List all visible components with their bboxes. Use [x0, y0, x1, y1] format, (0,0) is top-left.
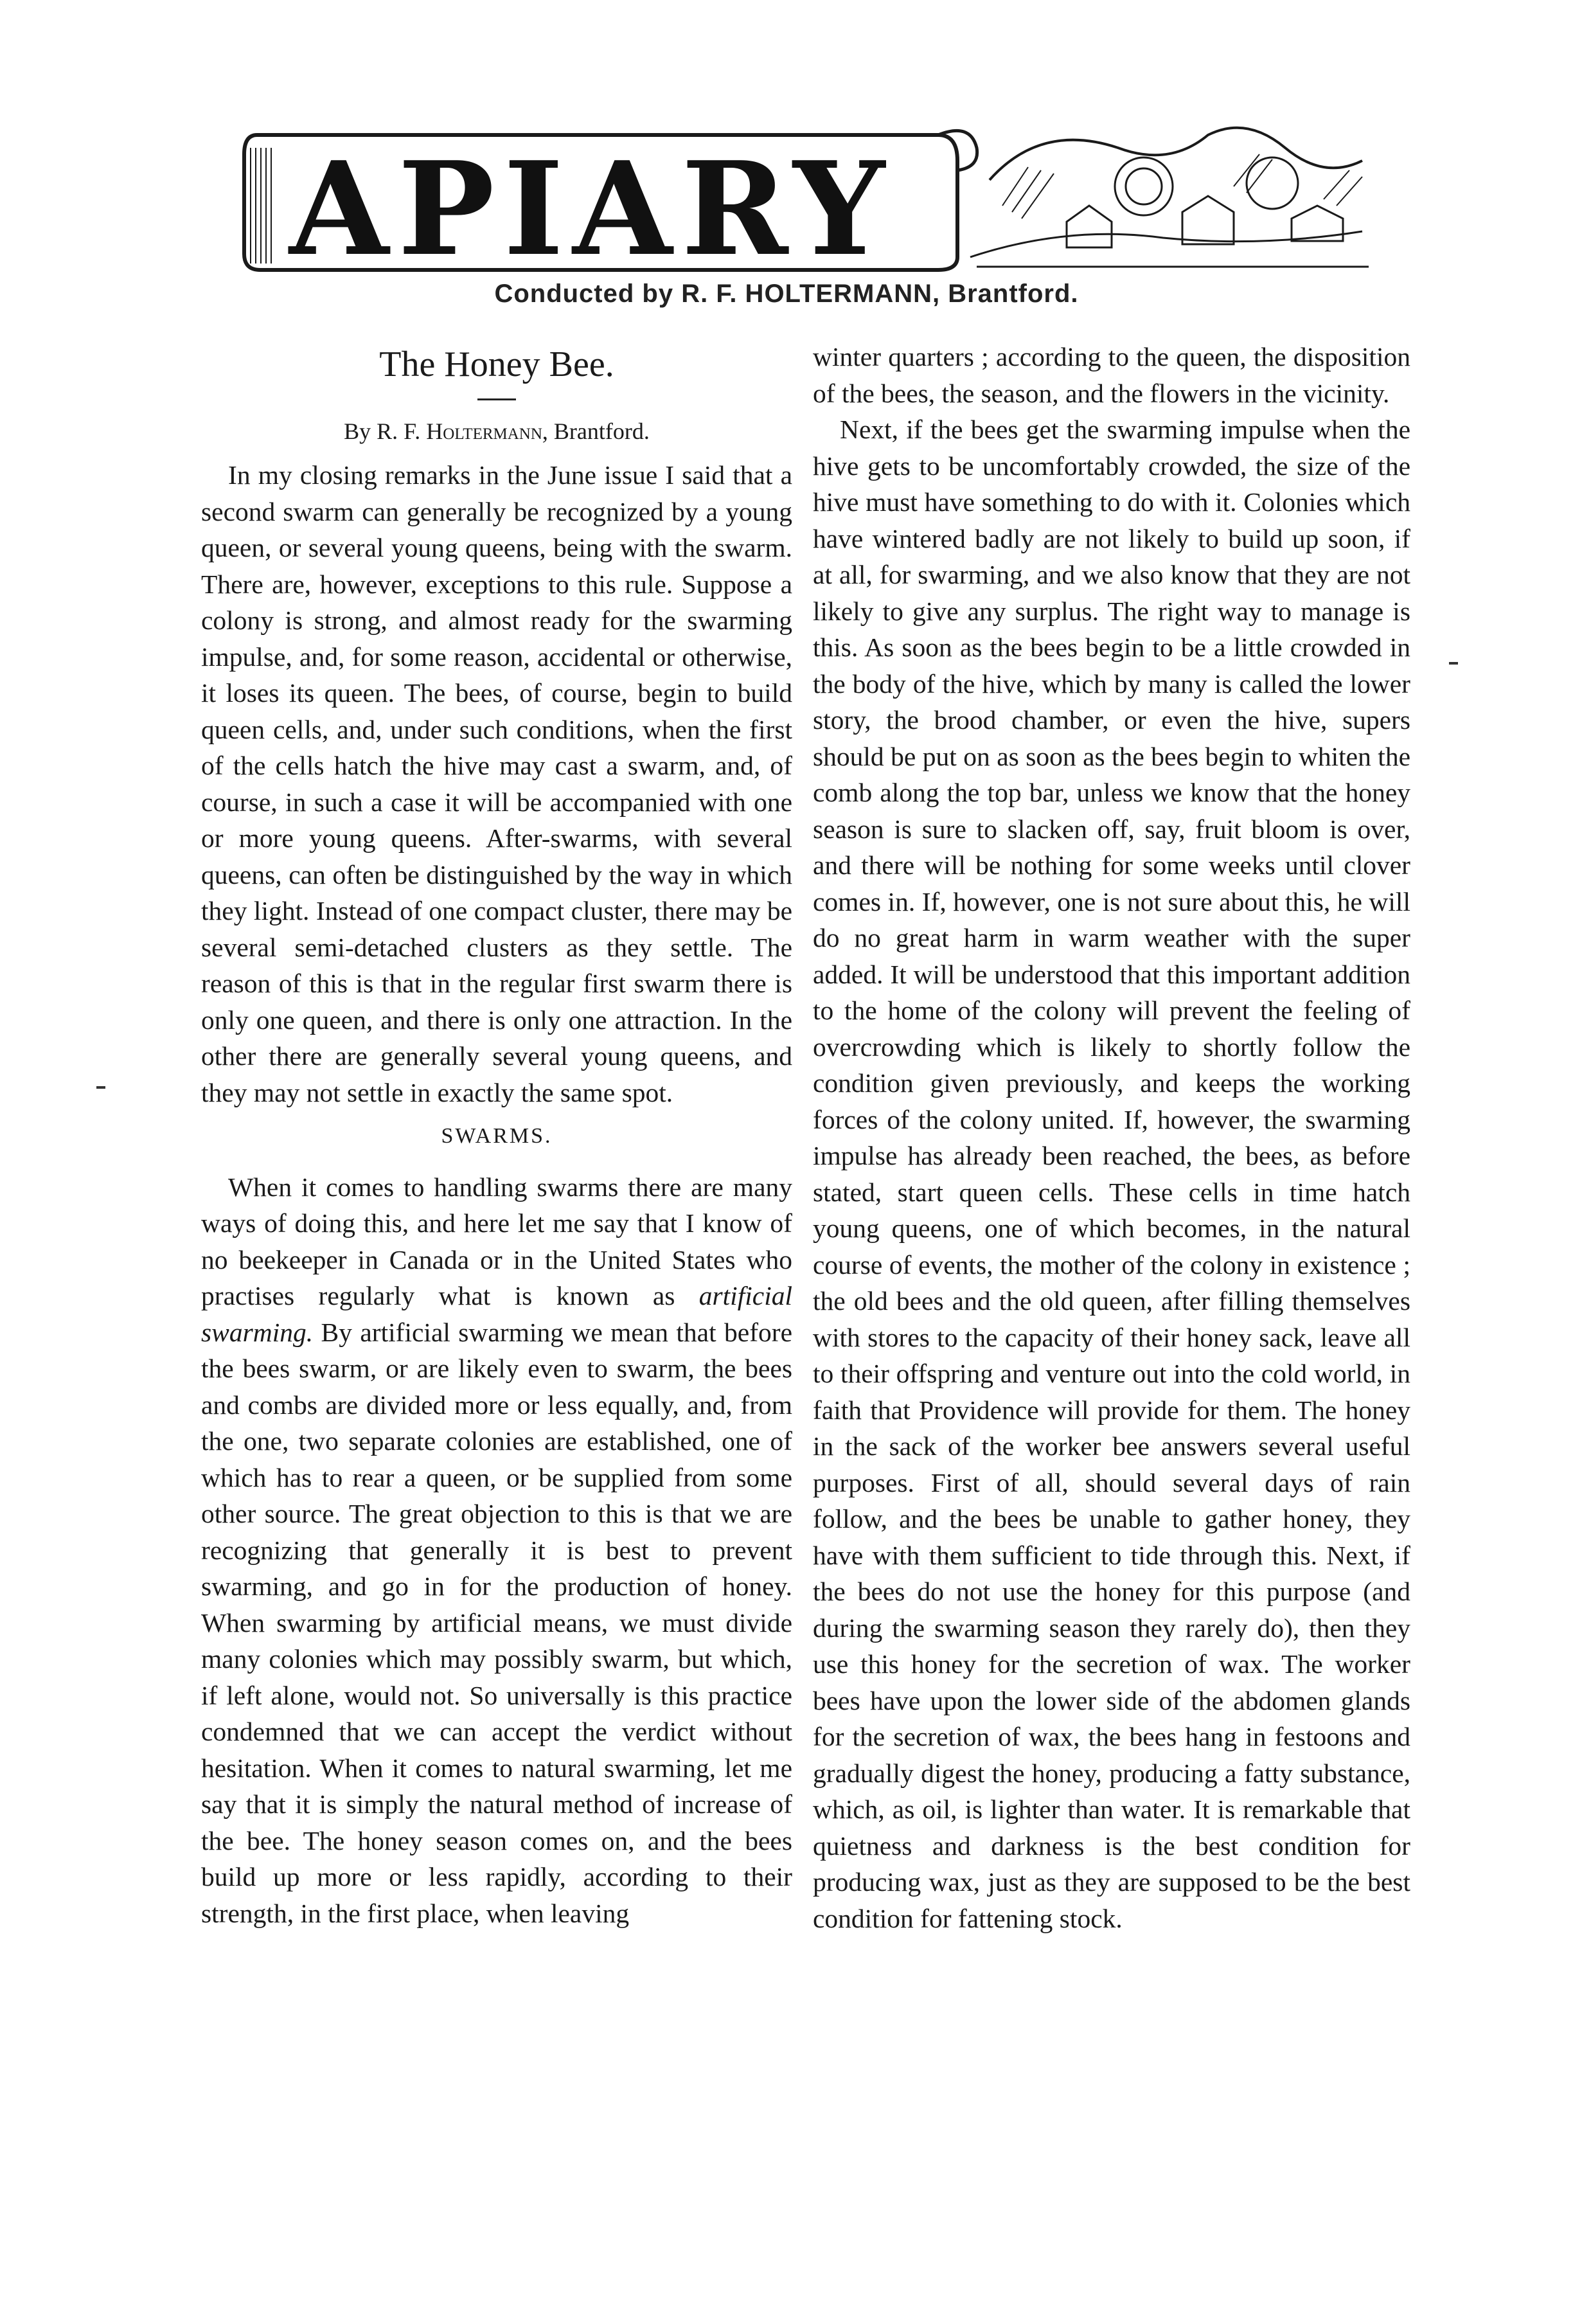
byline-prefix: By — [344, 418, 371, 444]
left-paragraph-2 — [201, 1169, 792, 1932]
right-column — [813, 339, 1410, 1936]
left-column — [201, 334, 792, 1931]
left-paragraph-2-start: When it comes to handling swarms there are many ways of doing this, and here let me say that I know of no beekeeper in Canada or in the United States who practises regularly what is known as — [201, 1172, 792, 1310]
byline — [201, 416, 792, 447]
margin-mark — [1449, 662, 1458, 665]
article-title: The Honey Bee. — [379, 344, 614, 384]
left-paragraph-1: In my closing remarks in the June issue I said that a second swarm can generally be recognized by a young queen, or several young queens, being with the swarm. There are, however, exceptions to this rule. Suppose a colony is strong, and almost ready for the swarming impulse, and, for some reason, accidental or otherwise, it loses its queen. The bees, of course, begin to build queen cells, and, under such conditions, when the first of the cells hatch the hive may cast a swarm, and, of course, in such a case it will be accompanied with one or more young queens. After-swarms, with several queens, can often be distinguished by the way in which they light. Instead of one compact cluster, there may be several semi-detached clusters as they settle. The reason of this is that in the regular first swarm there is only one queen, and there is only one attraction. In the other there are generally several young queens, and they may not settle in exactly the same spot. — [201, 460, 792, 1107]
conducted-by-line: Conducted by R. F. HOLTERMANN, Brantford. — [494, 280, 1079, 308]
banner-word: APIARY — [289, 134, 894, 283]
apiary-banner — [231, 109, 1375, 283]
section-heading-swarms: SWARMS. — [441, 1124, 553, 1148]
title-rule — [477, 398, 516, 400]
italic-term: artificial swarming. — [201, 1281, 792, 1347]
margin-mark — [96, 1086, 105, 1089]
byline-place: Brantford. — [553, 418, 650, 444]
left-paragraph-2-rest: By artificial swarming we mean that before the bees swarm, or are likely even to swarm, the bees and combs are divided more or less equally, and, from the one, two separate colonies are established, one of which has to rear a queen, or be supplied from some other source. The great objection to this is that we are recognizing that generally it is best to prevent swarming, and go in for the production of honey. When swarming by artificial means, we must divide many colonies which may possibly swarm, but which, if left alone, would not. So universally is this practice condemned that we can accept the verdict without hesitation. When it comes to natural swarming, let me say that it is simply the natural method of increase of the bee. The honey season comes on, and the bees build up more or less rapidly, according to their strength, in the first place, when leaving — [201, 1317, 793, 1928]
byline-author: R. F. Holtermann, — [377, 418, 548, 444]
right-paragraph-1: winter quarters ; according to the queen, the disposition of the bees, the season, and the flowers in the vicinity. — [813, 342, 1410, 408]
right-paragraph-2: Next, if the bees get the swarming impulse when the hive gets to be uncomfortably crowded, the size of the hive must have something to do with it. Colonies which have wintered badly are not likely to build up soon, if at all, for swarming, and we also know that they are not likely to give any surplus. The right way to manage is this. As soon as the bees begin to be a little crowded in the body of the hive, which by many is called the lower story, the brood chamber, or even the hive, supers should be put on as soon as the bees begin to whiten the comb along the top bar, unless we know that the honey season is sure to slacken off, say, fruit bloom is over, and there will be nothing for some weeks until clover comes in. If, however, one is not sure about this, he will do no great harm in warm weather with the super added. It will be understood that this important addition to the home of the colony will prevent the feeling of overcrowding which is likely to shortly follow the condition given previously, and keeps the working forces of the colony united. If, however, the swarming impulse has already been reached, the bees, as before stated, start queen cells. These cells in time hatch young queens, one of which becomes, in the natural course of events, the mother of the colony in existence ; the old bees and the old queen, after filling themselves with stores to the capacity of their honey sack, leave all to their offspring and venture out into the cold world, in faith that Providence will provide for them. The honey in the sack of the worker bee answers several useful purposes. First of all, should several days of rain follow, and the bees be unable to gather honey, they have with them sufficient to tide through this. Next, if the bees do not use the honey for this purpose (and during the swarming season they rarely do), then they use this honey for the secretion of wax. The worker bees have upon the lower side of the abdomen glands for the secretion of wax, the bees hang in festoons and gradually digest the honey, producing a fatty substance, which, as oil, is lighter than water. It is remarkable that quietness and darkness is the best condition for producing wax, just as they are supposed to be the best condition for fattening stock. — [813, 415, 1410, 1933]
